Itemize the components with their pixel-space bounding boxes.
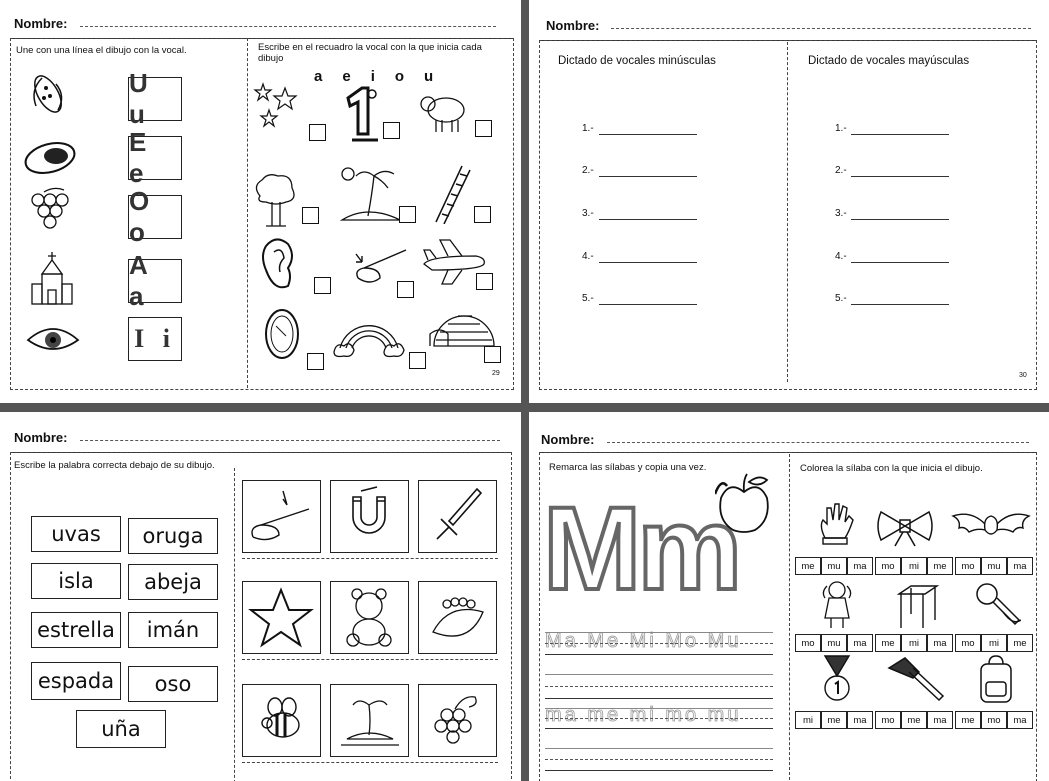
vowel-e: e (342, 68, 351, 85)
syllable-row-medal (795, 711, 873, 729)
picture-cell-bear (330, 581, 409, 654)
backpack-icon (975, 654, 1017, 706)
picture-cell-magnet (330, 480, 409, 553)
syllable-ma[interactable]: ma (927, 634, 953, 652)
write-line-row1[interactable] (242, 558, 498, 559)
word-uvas[interactable]: uvas (31, 516, 121, 552)
name-label: Nombre: (14, 16, 68, 31)
answer-box-rainbow[interactable] (409, 352, 426, 369)
instruction-right: Colorea la sílaba con la que inicia el dibujo. (800, 463, 983, 474)
syllable-row-doll (795, 634, 873, 652)
hammer-icon (885, 656, 945, 704)
page-number: 30 (1019, 372, 1027, 379)
word-oruga[interactable]: oruga (128, 518, 218, 554)
copy-line-5 (545, 759, 773, 760)
caterpillar-icon (419, 582, 496, 653)
picture-cell-caterpillar (418, 581, 497, 654)
word-abeja[interactable]: abeja (128, 564, 218, 600)
syllable-me[interactable]: me (927, 557, 953, 575)
syllable-row-hand (795, 557, 873, 575)
bow-icon (875, 508, 935, 548)
answer-box-island[interactable] (399, 206, 416, 223)
answer-line-2-left[interactable] (599, 176, 697, 177)
syllable-me[interactable]: me (875, 634, 901, 652)
syllable-mi[interactable]: mi (901, 557, 927, 575)
syllable-mi[interactable]: mi (901, 634, 927, 652)
syllable-mo[interactable]: mo (795, 634, 821, 652)
column-divider (787, 42, 788, 382)
vowel-header (314, 68, 433, 85)
column-title-minusculas: Dictado de vocales minúsculas (558, 55, 716, 67)
syllable-row-table (875, 634, 953, 652)
answer-box-tree[interactable] (302, 207, 319, 224)
syllable-mo[interactable]: mo (875, 711, 901, 729)
horizontal-separator (0, 403, 1049, 412)
microphone-icon (973, 580, 1021, 628)
column-divider (247, 38, 248, 388)
stars-icon (253, 80, 303, 140)
answer-line-1-right[interactable] (851, 134, 949, 135)
instruction-left: Une con una línea el dibujo con la vocal. (16, 45, 187, 56)
bat-icon (951, 506, 1031, 546)
tree-icon (252, 172, 298, 230)
answer-box-airplane[interactable] (476, 273, 493, 290)
vowel-box-u[interactable]: U u (128, 77, 182, 121)
avocado-icon (22, 136, 78, 176)
column-title-mayusculas: Dictado de vocales mayúsculas (808, 55, 970, 67)
picture-cell-fingernail (242, 480, 321, 553)
guide-line-4 (545, 708, 773, 709)
name-line (80, 26, 496, 27)
item-4-left: 4.- (582, 251, 594, 262)
name-line (80, 440, 500, 441)
picture-cell-star (242, 581, 321, 654)
worksheet-dictado-vocales (529, 0, 1049, 403)
table-icon (895, 584, 941, 630)
word-isla[interactable]: isla (31, 563, 121, 599)
grapes-icon (24, 186, 76, 234)
worksheet-palabras (0, 412, 521, 781)
island-icon (331, 685, 408, 756)
item-1-right: 1.- (835, 123, 847, 134)
syllable-mu[interactable]: mu (981, 557, 1007, 575)
syllable-ma[interactable]: ma (847, 557, 873, 575)
item-2-left: 2.- (582, 165, 594, 176)
trace-text-upper[interactable]: Ma Me Mi Mo Mu (545, 630, 742, 652)
ladder-icon (432, 164, 472, 224)
answer-line-5-left[interactable] (599, 304, 697, 305)
answer-box-igloo[interactable] (484, 346, 501, 363)
worksheet-silabas-m (529, 412, 1049, 781)
church-icon (28, 250, 78, 308)
guide-line-2 (545, 643, 773, 644)
ear-icon (258, 236, 298, 296)
write-line-row3[interactable] (242, 762, 498, 763)
item-1-left: 1.- (582, 123, 594, 134)
item-5-left: 5.- (582, 293, 594, 304)
doll-icon (819, 580, 855, 630)
answer-box-ear[interactable] (314, 277, 331, 294)
vertical-separator (521, 0, 529, 781)
syllable-ma[interactable]: ma (847, 634, 873, 652)
page-number: 29 (492, 370, 500, 377)
item-4-right: 4.- (835, 251, 847, 262)
column-divider (234, 468, 235, 781)
syllable-me[interactable]: me (901, 711, 927, 729)
answer-box-stars[interactable] (309, 124, 326, 141)
guide-line-1 (545, 632, 773, 633)
grapes-icon (419, 685, 496, 756)
picture-cell-sword (418, 480, 497, 553)
worksheet-frame (539, 40, 1037, 390)
syllable-me[interactable]: me (821, 711, 847, 729)
syllable-row-bow (875, 557, 953, 575)
syllable-mo[interactable]: mo (955, 557, 981, 575)
guide-line-6 (545, 728, 773, 729)
vowel-o: o (394, 68, 405, 85)
apple-icon (715, 470, 773, 536)
vowel-a: a (314, 68, 323, 85)
syllable-row-bat (955, 557, 1033, 575)
answer-box-fingernail[interactable] (397, 281, 414, 298)
medal-icon (817, 654, 857, 706)
instruction-left: Remarca las sílabas y copia una vez. (549, 462, 707, 473)
vowel-box-a[interactable]: A a (128, 259, 182, 303)
star-icon (243, 582, 320, 653)
name-label: Nombre: (546, 18, 600, 33)
column-divider (789, 454, 790, 780)
sheep-icon (418, 92, 468, 134)
syllable-mi[interactable]: mi (981, 634, 1007, 652)
vowel-box-i[interactable]: I i (128, 317, 182, 361)
answer-box-ladder[interactable] (474, 206, 491, 223)
name-label: Nombre: (14, 430, 68, 445)
picture-cell-island (330, 684, 409, 757)
syllable-mo[interactable]: mo (875, 557, 901, 575)
syllable-me[interactable]: me (795, 557, 821, 575)
vowel-box-o[interactable]: O o (128, 195, 182, 239)
big-letters-mm: Mm (543, 483, 739, 615)
syllable-me[interactable]: me (955, 711, 981, 729)
instruction-right: Escribe en el recuadro la vocal con la que inicia cada dibujo (258, 42, 482, 64)
number-one-icon (338, 84, 382, 144)
syllable-mo[interactable]: mo (981, 711, 1007, 729)
picture-cell-grapes (418, 684, 497, 757)
corn-icon (22, 70, 72, 118)
item-3-right: 3.- (835, 208, 847, 219)
fingernail-icon (243, 481, 320, 552)
answer-box-one[interactable] (383, 122, 400, 139)
hand-icon (815, 502, 855, 546)
name-line (611, 28, 1031, 29)
instruction: Escribe la palabra correcta debajo de su dibujo. (14, 460, 215, 471)
trace-text-lower[interactable]: ma me mi mo mu (545, 704, 742, 726)
answer-line-3-left[interactable] (599, 219, 697, 220)
word-espada[interactable]: espada (31, 662, 121, 700)
word-una[interactable]: uña (76, 710, 166, 748)
item-2-right: 2.- (835, 165, 847, 176)
igloo-icon (428, 300, 498, 350)
copy-line-3[interactable] (545, 698, 773, 699)
syllable-mu[interactable]: mu (821, 634, 847, 652)
syllable-ma[interactable]: ma (927, 711, 953, 729)
worksheet-vocales-unir (0, 0, 521, 403)
copy-line-2 (545, 686, 773, 687)
syllable-row-microphone (955, 634, 1033, 652)
answer-box-sheep[interactable] (475, 120, 492, 137)
syllable-row-hammer (875, 711, 953, 729)
name-line (607, 442, 1029, 443)
answer-line-4-left[interactable] (599, 262, 697, 263)
copy-line-4[interactable] (545, 748, 773, 749)
syllable-mo[interactable]: mo (955, 634, 981, 652)
word-estrella[interactable]: estrella (31, 612, 121, 648)
answer-line-3-right[interactable] (851, 219, 949, 220)
syllable-ma[interactable]: ma (847, 711, 873, 729)
magnet-icon (331, 481, 408, 552)
syllable-row-backpack (955, 711, 1033, 729)
rainbow-icon (332, 304, 406, 360)
syllable-me[interactable]: me (1007, 634, 1033, 652)
answer-box-mirror[interactable] (307, 353, 324, 370)
island-icon (338, 164, 404, 224)
word-oso[interactable]: oso (128, 666, 218, 702)
answer-line-1-left[interactable] (599, 134, 697, 135)
answer-line-4-right[interactable] (851, 262, 949, 263)
syllable-ma[interactable]: ma (1007, 711, 1033, 729)
sword-icon (419, 481, 496, 552)
write-line-row2[interactable] (242, 659, 498, 660)
mirror-icon (258, 306, 308, 362)
name-label: Nombre: (541, 432, 595, 447)
picture-cell-bee (242, 684, 321, 757)
syllable-mu[interactable]: mu (821, 557, 847, 575)
word-iman[interactable]: imán (128, 612, 218, 648)
bear-icon (331, 582, 408, 653)
bee-icon (243, 685, 320, 756)
copy-line-6[interactable] (545, 770, 773, 771)
guide-line-3 (545, 654, 773, 655)
eye-icon (26, 322, 80, 358)
copy-line-1[interactable] (545, 674, 773, 675)
syllable-ma[interactable]: ma (1007, 557, 1033, 575)
vowel-u: u (424, 68, 434, 85)
answer-line-2-right[interactable] (851, 176, 949, 177)
item-3-left: 3.- (582, 208, 594, 219)
vowel-box-e[interactable]: E e (128, 136, 182, 180)
vowel-i: i (370, 68, 375, 85)
syllable-mi[interactable]: mi (795, 711, 821, 729)
item-5-right: 5.- (835, 293, 847, 304)
answer-line-5-right[interactable] (851, 304, 949, 305)
guide-line-5 (545, 718, 773, 719)
